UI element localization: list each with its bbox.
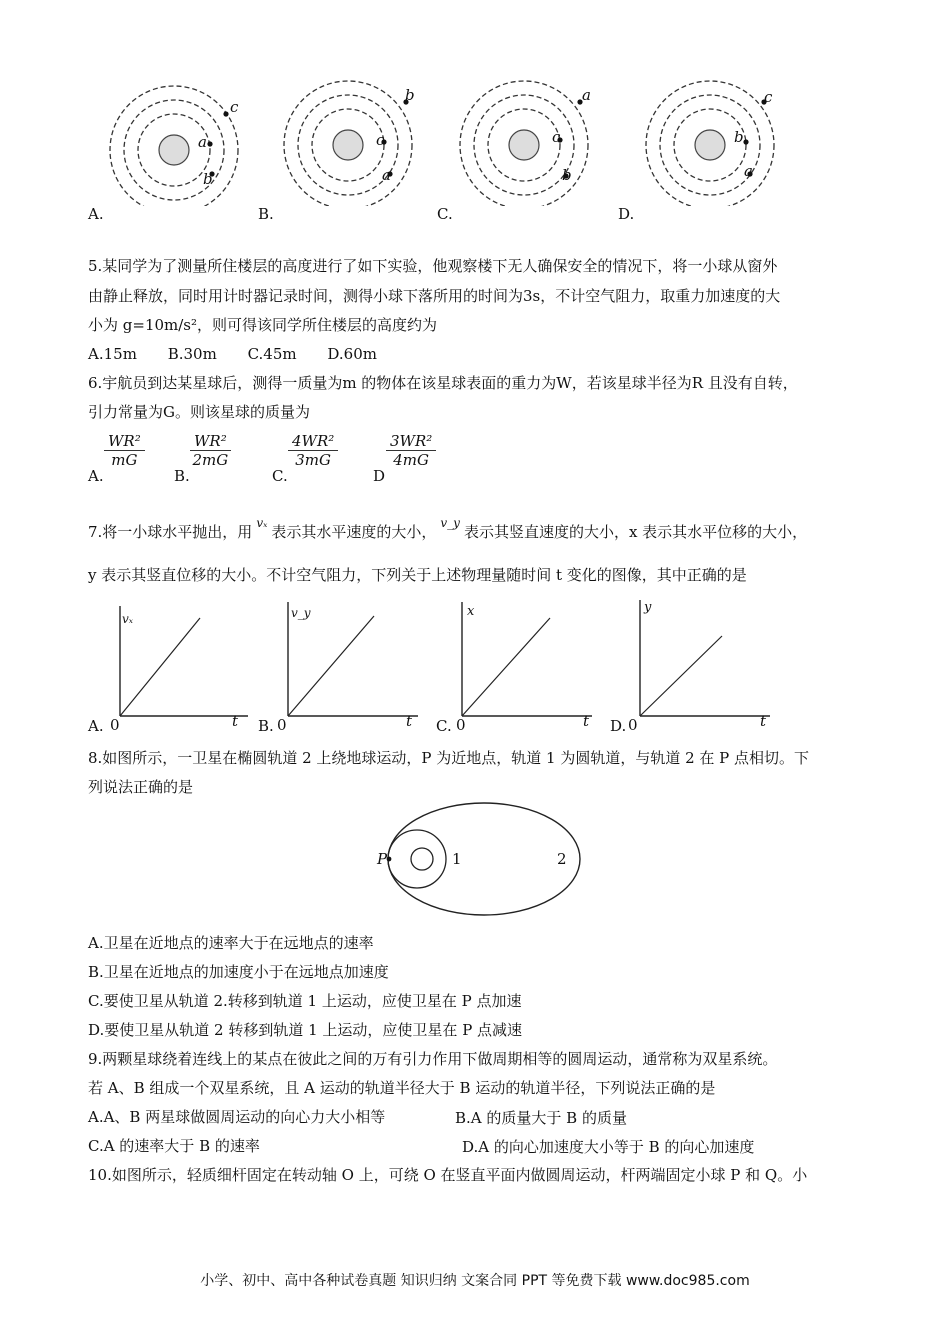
q5-line-3: 小为 g=10m/s²，则可得该同学所住楼层的高度约为 (88, 316, 438, 334)
q5-options (88, 344, 377, 364)
q7-graph-b-origin: 0 (277, 716, 287, 734)
q8-orbit-2-label: 2 (557, 850, 567, 868)
q8-option-b: B.卫星在近地点的加速度小于在远地点加速度 (88, 963, 389, 981)
q6-option-b-numerator: WR² (190, 432, 231, 451)
q7-vx-symbol: vₓ (256, 516, 268, 530)
q7-graph-b-ylabel: v_y (291, 606, 311, 620)
q7-vy-symbol: v_y (440, 516, 460, 530)
q6-option-a-fraction (104, 432, 145, 469)
q8-option-d: D.要使卫星从轨道 2 转移到轨道 1 上运动，应使卫星在 P 点减速 (88, 1021, 523, 1039)
q7-graph-label-a: A. (88, 717, 104, 735)
q7-graph-a-xlabel: t (232, 712, 239, 730)
q8-point-p-label: P (377, 850, 388, 868)
orbit-b-letter-2: c (376, 131, 385, 149)
orbit-c-letter-2: b (562, 166, 572, 184)
orbit-option-label-c: C. (437, 205, 453, 223)
orbit-b-letter-1: a (382, 166, 391, 184)
page-footer: 小学、初中、高中各种试卷真题 知识归纳 文案合同 PPT 等免费下载 www.doc985.com (200, 1273, 750, 1289)
q7-graph-c-ylabel: x (467, 604, 475, 619)
orbit-diagram-b (282, 70, 418, 206)
q6-option-d-fraction (386, 432, 436, 469)
q8-line-1: 8.如图所示，一卫星在椭圆轨道 2 上绕地球运动，P 为近地点，轨道 1 为圆轨道，与轨道 2 在 P 点相切。下 (88, 749, 810, 767)
q7-graph-c-xlabel: t (583, 712, 590, 730)
orbit-d-letter-1: b (734, 128, 744, 146)
q6-option-label-b: B. (174, 467, 190, 485)
q7-graph-label-c: C. (436, 717, 452, 735)
q6-option-label-c: C. (272, 467, 288, 485)
orbit-option-label-d: D. (618, 205, 635, 223)
q9-line-1: 9.两颗星球绕着连线上的某点在彼此之间的万有引力作用下做周期相等的圆周运动，通常称为双星系统。 (88, 1050, 778, 1068)
q7-line-1-part-c: 表示其竖直速度的大小，x 表示其水平位移的大小， (463, 523, 808, 541)
q7-graph-d-ylabel: y (644, 600, 652, 615)
orbit-a-letter-3: c (230, 98, 239, 116)
q6-option-label-a: A. (88, 467, 104, 485)
q7-graph-c-origin: 0 (456, 716, 466, 734)
q5-line-2: 由静止释放，同时用计时器记录时间，测得小球下落所用的时间为3s，不计空气阻力，取重力加速度的大 (88, 287, 781, 305)
q6-option-label-d: D (373, 467, 386, 485)
q6-option-a-denominator: mG (111, 451, 138, 469)
orbit-d-letter-2: a (744, 162, 753, 180)
q7-graph-c (452, 598, 602, 728)
q6-option-c-denominator: 3mG (295, 451, 332, 469)
q6-option-a-numerator: WR² (104, 432, 145, 451)
q5-option-b: B.30m (167, 345, 217, 363)
q7-line-1-part-a: 7.将一小球水平抛出，用 (88, 523, 253, 541)
q6-line-2: 引力常量为G。则该星球的质量为 (88, 403, 310, 421)
q5-line-1: 5.某同学为了测量所住楼层的高度进行了如下实验，他观察楼下无人确保安全的情况下，将一小球从窗外 (88, 257, 778, 275)
q7-graph-d-origin: 0 (628, 716, 638, 734)
q8-line-2: 列说法正确的是 (88, 778, 194, 796)
q10-line-1: 10.如图所示，轻质细杆固定在转动轴 O 上，可绕 O 在竖直平面内做圆周运动，杆两端固定小球 P 和 Q。小 (88, 1166, 808, 1184)
q7-line-2: y 表示其竖直位移的大小。不计空气阻力，下列关于上述物理量随时间 t 变化的图像，其中正确的是 (88, 566, 747, 584)
q8-option-c: C.要使卫星从轨道 2.转移到轨道 1 上运动，应使卫星在 P 点加速 (88, 992, 522, 1010)
q8-orbit-diagram (386, 800, 586, 920)
q7-line-1 (88, 516, 808, 543)
q6-line-1: 6.宇航员到达某星球后，测得一质量为m 的物体在该星球表面的重力为W，若该星球半径为R 且没有自转， (88, 374, 798, 392)
orbit-option-label-b: B. (258, 205, 274, 223)
q5-option-d: D.60m (327, 345, 377, 363)
q7-graph-label-b: B. (258, 717, 274, 735)
q6-option-d-denominator: 4mG (393, 451, 430, 469)
q7-graph-d-xlabel: t (760, 712, 767, 730)
orbit-c-letter-1: c (552, 128, 561, 146)
orbit-b-letter-3: b (405, 86, 415, 104)
q9-option-b: B.A 的质量大于 B 的质量 (455, 1109, 627, 1127)
q6-option-b-fraction (190, 432, 231, 469)
q7-line-1-part-b: 表示其水平速度的大小， (271, 523, 437, 541)
q9-line-2: 若 A、B 组成一个双星系统，且 A 运动的轨道半径大于 B 运动的轨道半径，下列说法正确的是 (88, 1079, 716, 1097)
orbit-d-letter-3: c (764, 88, 773, 106)
q8-orbit-1-label: 1 (452, 850, 462, 868)
q7-graph-d (630, 596, 780, 728)
orbit-a-letter-2: b (203, 170, 213, 188)
q7-graph-label-d: D. (610, 717, 627, 735)
q9-option-d: D.A 的向心加速度大小等于 B 的向心加速度 (462, 1138, 755, 1156)
q7-graph-a-origin: 0 (110, 716, 120, 734)
q6-option-d-numerator: 3WR² (386, 432, 436, 451)
orbit-c-letter-3: a (582, 86, 591, 104)
orbit-a-letter-1: a (198, 133, 207, 151)
q6-option-c-numerator: 4WR² (288, 432, 338, 451)
q9-option-a: A.A、B 两星球做圆周运动的向心力大小相等 (88, 1108, 386, 1126)
q9-option-c: C.A 的速率大于 B 的速率 (88, 1137, 260, 1155)
orbit-diagram-c (454, 70, 590, 206)
q7-graph-a-ylabel: vₓ (122, 612, 134, 626)
q5-option-c: C.45m (247, 345, 297, 363)
orbit-option-label-a: A. (88, 205, 104, 223)
q5-option-a: A.15m (88, 345, 137, 363)
q7-graph-b-xlabel: t (406, 712, 413, 730)
orbit-diagram-d (640, 70, 776, 206)
q6-option-c-fraction (288, 432, 338, 469)
orbit-diagram-a (108, 70, 244, 206)
q8-option-a: A.卫星在近地点的速率大于在远地点的速率 (88, 934, 374, 952)
q6-option-b-denominator: 2mG (192, 451, 229, 469)
